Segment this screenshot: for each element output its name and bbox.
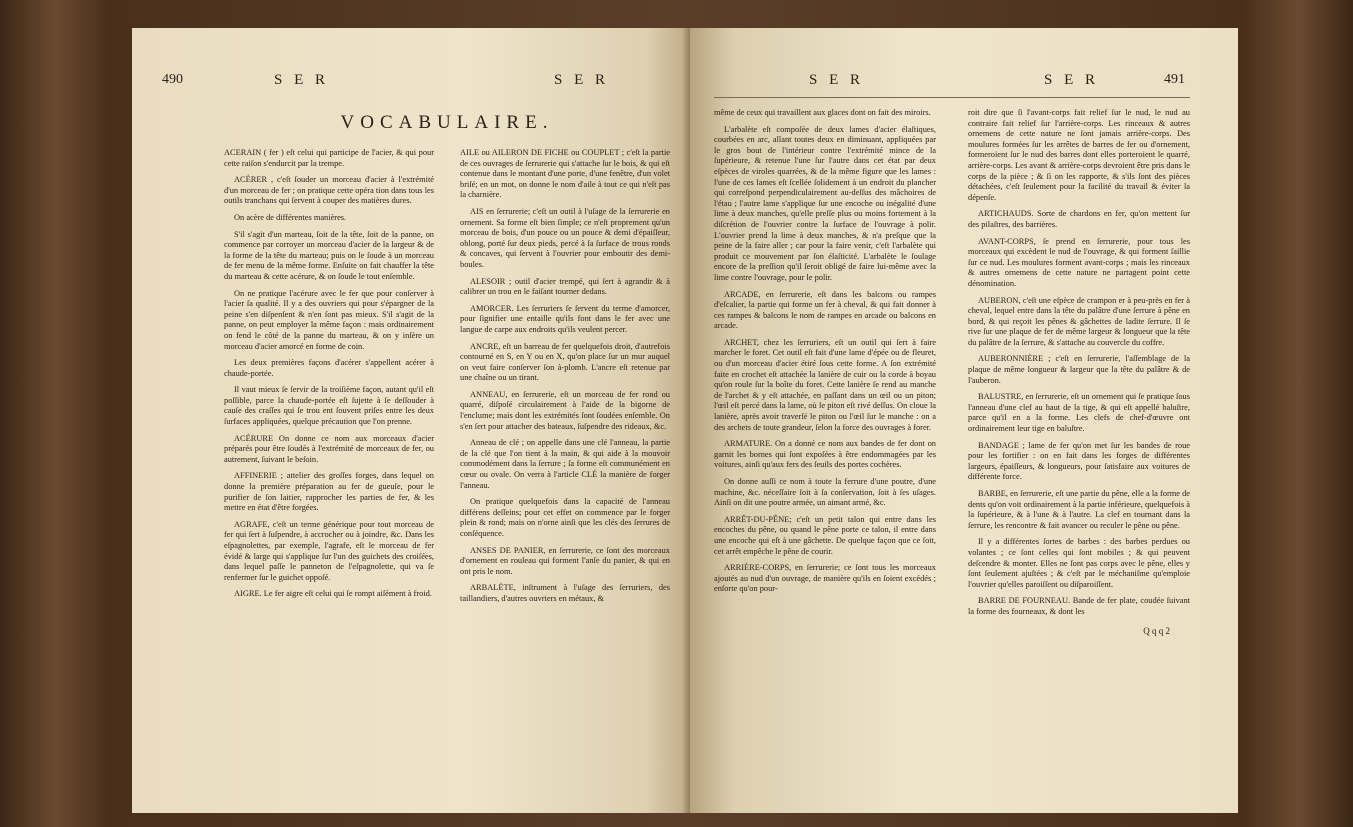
entry-paragraph: AIS en ſerrurerie; c'eſt un outil à l'uſage de la ſerrurerie en ornement. Sa forme eſt bien ſimple; ce n'eſt proprement qu'un morceau de bois, d'un pouce ou un pouce & demi d'épaiſſeur, oblong, porté ſur deux pieds, percé à ſa ſurface de trous ronds & concaves, qui ſervent à l'ouvrier pour emboutir des demi-boules. <box>460 206 670 269</box>
entry-paragraph: AMORCER. Les ſerruriers ſe ſervent du terme d'amorcer, pour ſignifier une entaille qu'ils font dans le fer avec une langue de carpe aux endroits qu'ils veulent percer. <box>460 303 670 334</box>
entry-paragraph: ANCRE, eſt un barreau de fer quelquefois droit, d'autrefois contourné en S, en Y ou en X, qu'on place ſur un mur auquel on veut faire conſerver ſon à-plomb. L'ancre eſt retenue par une chaîne ou un tirant. <box>460 341 670 383</box>
entry-paragraph: ACERAIN ( fer ) eſt celui qui participe de l'acier, & qui pour cette raiſon s'endurcit par la trempe. <box>224 148 434 168</box>
left-column-1 <box>224 148 434 611</box>
entry-paragraph: BALUSTRE, en ſerrurerie, eſt un ornement qui ſe pratique ſous l'anneau d'une clef au haut de la tige, & qui eſt appellé baluſtre, parce qu'il en a la forme. Les clefs de chef-d'œuvre ont ordinairement leur tige en baluſtre. <box>968 392 1190 434</box>
entry-paragraph: BARRE DE FOURNEAU. Bande de fer plate, coudée ſuivant la forme des fourneaux, & dont les <box>968 596 1190 616</box>
entry-paragraph: On donne auſſi ce nom à toute la ferrure d'une poutre, d'une machine, &c. néceſſaire ſoit à ſa conſervation, ſoit à ſes uſages. Ainſi on dit une poutre armée, un aimant armé, &c. <box>714 477 936 508</box>
entry-paragraph: BARBE, en ſerrurerie, eſt une partie du pêne, elle a la forme de dents qu'on voit ordinairement à la partie inférieure, quelquefois à la ſupérieure, & à l'une & à l'autre. La clef en tournant dans la ſerrure, les rencontre & fait avancer ou reculer le pêne ou pêne. <box>968 489 1190 530</box>
entry-paragraph: AILE ou AILERON DE FICHE ou COUPLET ; c'eſt la partie de ces ouvrages de ſerrurerie qui s'attache ſur le bois, & qui eſt contenue dans le montant d'une porte, d'une fenêtre, d'un volet briſé; en un mot, on donne le nom d'aile à tout ce qui n'eſt pas la charnière. <box>460 148 670 200</box>
left-page <box>132 28 690 813</box>
right-columns <box>714 108 1190 624</box>
right-head-word-2: S E R <box>1044 72 1100 88</box>
entry-paragraph: ALESOIR ; outil d'acier trempé, qui ſert à agrandir & à calibrer un trou en le faiſant tourner dedans. <box>460 276 670 297</box>
entry-paragraph: roit dire que ſi l'avant-corps fait relief ſur le nud, le nud au contraire fait relief ſur l'arrière-corps. Les rinceaux & autres ornemens de cette nature ne ſont jamais arrière-corps. Des moulures formées ſur les arrêtes de barres de fer ou d'ornement, formeroient ſur le nud des barres dont elles porteroient le quarré, arrière-corps. Les avant & arrière-corps devroient être pris dans le corps de la pièce ; & ſi on les rapporte, & s'ils ſont des pièces détachées, c'eſt ſeulement pour la facilité du travail & éviter la dépenſe. <box>968 108 1190 202</box>
entry-paragraph: On ne pratique l'acérure avec le fer que pour conſerver à l'acier ſa qualité. Il y a des ouvriers qui pour s'épargner de la peine s'en diſpenſent & n'en ſont pas mieux. S'il s'agit de la panne, on peut employer la même façon : mais ordinairement on fend le côté de la panne du marteau, & on y inſère un morceau d'acier amorcé en forme de coin. <box>224 288 434 351</box>
entry-paragraph: ANNEAU, en ſerrurerie, eſt un morceau de fer rond ou quarré, diſpoſé circulairement à l'aide de la bigorne de l'enclume; mais dont les extrémités ſont ſoudées enſemble. On s'en ſert pour attacher des bateaux, ſuſpendre des rideaux, &c. <box>460 389 670 431</box>
entry-paragraph: BANDAGE ; lame de fer qu'on met ſur les bandes de roue pour les fortifier : on en fait dans les forges de différentes largeurs, épaiſſeurs, & longueurs, pour ſatisfaire aux voitures de différente force. <box>968 440 1190 482</box>
entry-paragraph: ACÉRER , c'eſt ſouder un morceau d'acier à l'extrémité d'un morceau de fer ; on pratique cette opéra tion dans tous les outils tranchans qui ſervent à couper des matières dures. <box>224 175 434 206</box>
entry-paragraph: On acère de différentes manières. <box>234 212 347 222</box>
entry-paragraph: AIGRE. Le fer aigre eſt celui qui ſe rompt aiſément à froid. <box>234 589 432 599</box>
right-column-2 <box>968 108 1190 624</box>
left-running-head <box>162 72 670 94</box>
entry-paragraph: ARRIÈRE-CORPS, en ſerrurerie; ce ſont tous les morceaux ajoutés au nud d'un ouvrage, de manière qu'ils en ſoient excédés ; enſorte qu'on pour- <box>714 563 936 594</box>
entry-paragraph: AVANT-CORPS, ſe prend en ſerrurerie, pour tous les morceaux qui excèdent le nud de l'ouvrage, & qui forment ſaillie ſur ce nud. Les moulures forment avant-corps ; mais les rinceaux & autres ornemens de cette nature ne partagent point cette dénomination. <box>968 236 1190 288</box>
entry-paragraph: AFFINERIE ; attelier des groſſes forges, dans lequel on donne la première préparation au fer de gueuſe, pour le purifier de ſon laitier, rapprocher les parties de fer, & les mettre en état d'être forgées. <box>224 471 434 513</box>
left-head-word-1: S E R <box>274 72 330 88</box>
left-column-2 <box>460 148 670 611</box>
entry-paragraph: ARTICHAUDS. Sorte de chardons en fer, qu'on mettent ſur des pilaſtres, des barrières. <box>968 209 1190 229</box>
entry-paragraph: On pratique quelquefois dans la capacité de l'anneau différens deſſeins; pour cet effet on commence par le forger plein & rond; mais on n'orne ainſi que les clés des ſerrures de conſéquence. <box>460 497 670 538</box>
entry-paragraph: ARCADE, en ſerrurerie, eſt dans les balcons ou rampes d'eſcalier, la partie qui forme un fer à cheval, & qui fait donner à ces rampes & balcons le nom de rampes en arcade ou balcons en arcade. <box>714 289 936 331</box>
right-column-1 <box>714 108 936 624</box>
right-page <box>690 28 1238 813</box>
entry-paragraph: Anneau de clé ; on appelle dans une clé l'anneau, la partie de la clé que l'on tient à la main, & qui aide à la mouvoir commodément dans la ſerrure ; ſa forme eſt communément en cœur ou ovale. On verra à l'article CLÉ la manière de forger l'anneau. <box>460 438 670 490</box>
left-page-number: 490 <box>162 72 183 87</box>
entry-paragraph: Les deux premières façons d'acérer s'appellent acérer à chaude-portée. <box>224 358 434 378</box>
left-columns <box>224 148 670 611</box>
entry-paragraph: L'arbalète eſt compoſée de deux lames d'acier élaſtiques, courbées en arc, allant toutes deux en diminuant, appliquées par le gros bout de l'intérieur contre l'extrémité mince de la ſupérieure, & retenue l'une ſur l'autre dans cet état par deux eſpèces de viroles quarrées, & de la même figure que les lames : l'une de ces lames eſt ſcellée ſolidement à un endroit du plancher qui correſpond perpendiculairement au-deſſus des mâchoires de l'étau ; l'autre lame s'applique ſur une encoche ou inégalité d'une lime à deux manches, qu'elle preſſe plus ou moins fortement à la diſcrétion de l'ouvrier contre la ſurface de l'ouvrage à polir. L'ouvrier prend la lime à deux manches, & n'a preſque que la peine de la faire aller ; car pour la faire venir, c'eſt l'arbalète qui produit ce mouvement par ſon élaſticité. L'arbalète le ſoulage encore de la preſſion qu'il ſeroit obligé de faire lui-même avec la lime contre l'ouvrage, pour le polir. <box>714 124 936 282</box>
entry-paragraph: même de ceux qui travaillent aux glaces dont on fait des miroirs. <box>714 108 931 117</box>
entry-paragraph: AUBERONNIÈRE ; c'eſt en ſerrurerie, l'aſſemblage de la plaque de même longueur & largeur que la tête du palâtre & de l'auberon. <box>968 354 1190 385</box>
entry-paragraph: ARCHET, chez les ſerruriers, eſt un outil qui ſert à faire marcher le foret. Cet outil eſt fait d'une lame d'épée ou de fleuret, ou d'un morceau d'acier étiré ſous cette forme. A ſon extrémité faite en crochet eſt attachée la lanière de cuir ou la corde à boyau qu'on roule ſur la boîte du foret. Cette lanière ſe rend au manche de l'archet & y eſt attachée, en paſſant dans un œil ou un piton; l'œil eſt percé dans la lame, où le piton eſt rivé deſſus. On cloue la lanière, après avoir traverſé le piton ou l'œil ſur le manche : on a des archets de toute grandeur, ſelon la force des ouvrages à forer. <box>714 337 936 432</box>
entry-paragraph: Il vaut mieux ſe ſervir de la troiſième façon, autant qu'il eſt poſſible, parce la chaude-portée eſt ſujette à ſe deſſouder à cauſe des craſſes qui ſe trou ent ſouvent priſes entre les deux ſurfaces appliquées, quelque précaution que l'on prenne. <box>224 385 434 427</box>
entry-paragraph: ARRÊT-DU-PÊNE; c'eſt un petit talon qui entre dans les encoches du pêne, ou quand le pêne porte ce talon, il entre dans une encoche qui eſt à une gâchette. De quelque façon que ce ſoit, cet arrêt empêche le pêne de courir. <box>714 514 936 556</box>
right-running-head <box>714 72 1190 94</box>
right-head-word-1: S E R <box>809 72 865 88</box>
entry-paragraph: S'il s'agit d'un marteau, ſoit de la tête, ſoit de la panne, on commence par corroyer un morceau d'acier de la largeur & de la forme de la tête du marteau; puis on le ſoude à un morceau de fer menu de la même forme. Enſuite on fait chauffer la tête du marteau & cette acérure, & on ſoude le tout enſemble. <box>224 229 434 281</box>
entry-paragraph: AUBERON, c'eſt une eſpèce de crampon er à peu-près en fer à cheval, lequel entre dans la tête du palâtre d'une ſerrure à pêne en bord, & qui reçoit les pênes & gâchettes de ladite ſerrure. Il ſe rive ſur une plaque de fer de même largeur & longueur que la tête du palâtre de la ſerrure, & s'attache au couvercle du coffre. <box>968 295 1190 347</box>
signature-mark: Q q q 2 <box>1143 625 1170 636</box>
entry-paragraph: AGRAFE, c'eſt un terme générique pour tout morceau de fer qui ſert à ſuſpendre, à accrocher ou à joindre, &c. Dans les eſpagnolettes, par exemple, l'agrafe, eſt le morceau de fer évidé & large qui s'applique ſur l'un des guichets des croiſées, dans lequel paſſe le panneton de l'eſpagnolette, qui va ſe renfermer ſur le guichet oppoſé. <box>224 519 434 582</box>
right-page-number: 491 <box>1164 72 1185 87</box>
left-head-word-2: S E R <box>554 72 610 88</box>
entry-paragraph: ARMATURE. On a donné ce nom aux bandes de fer dont on garnit les bornes qui ſont expoſées à être endommagées par les voitures, ainſi qu'aux fers des ſeuils des portes cochères. <box>714 439 936 470</box>
entry-paragraph: ARBALÈTE, inſtrument à l'uſage des ſerruriers, des taillandiers, d'autres ouvriers en métaux, & <box>460 583 670 603</box>
entry-paragraph: ACÉRURE On donne ce nom aux morceaux d'acier préparés pour être ſoudés à l'extrémité de morceaux de fer, ou autrement, ſuivant le beſoin. <box>224 433 434 464</box>
entry-paragraph: ANSES DE PANIER, en ſerrurerie, ce ſont des morceaux d'ornement en rouleau qui forment l'anſe du panier, & qui en ont pris le nom. <box>460 545 670 576</box>
entry-paragraph: Il y a différentes ſortes de barbes : des barbes perdues ou volantes ; ce ſont celles qui ſont mobiles ; & qui peuvent deſcendre & monter. Elles ne ſont pas corps avec le pêne, elles y ſont ſeulement ajuſtées ; & c'eſt par le méchaniſme qu'emploie l'ouvrier qu'elles paroiſſent ou diſparoiſſent. <box>968 537 1190 589</box>
vocabulaire-title: VOCABULAIRE. <box>340 112 554 133</box>
